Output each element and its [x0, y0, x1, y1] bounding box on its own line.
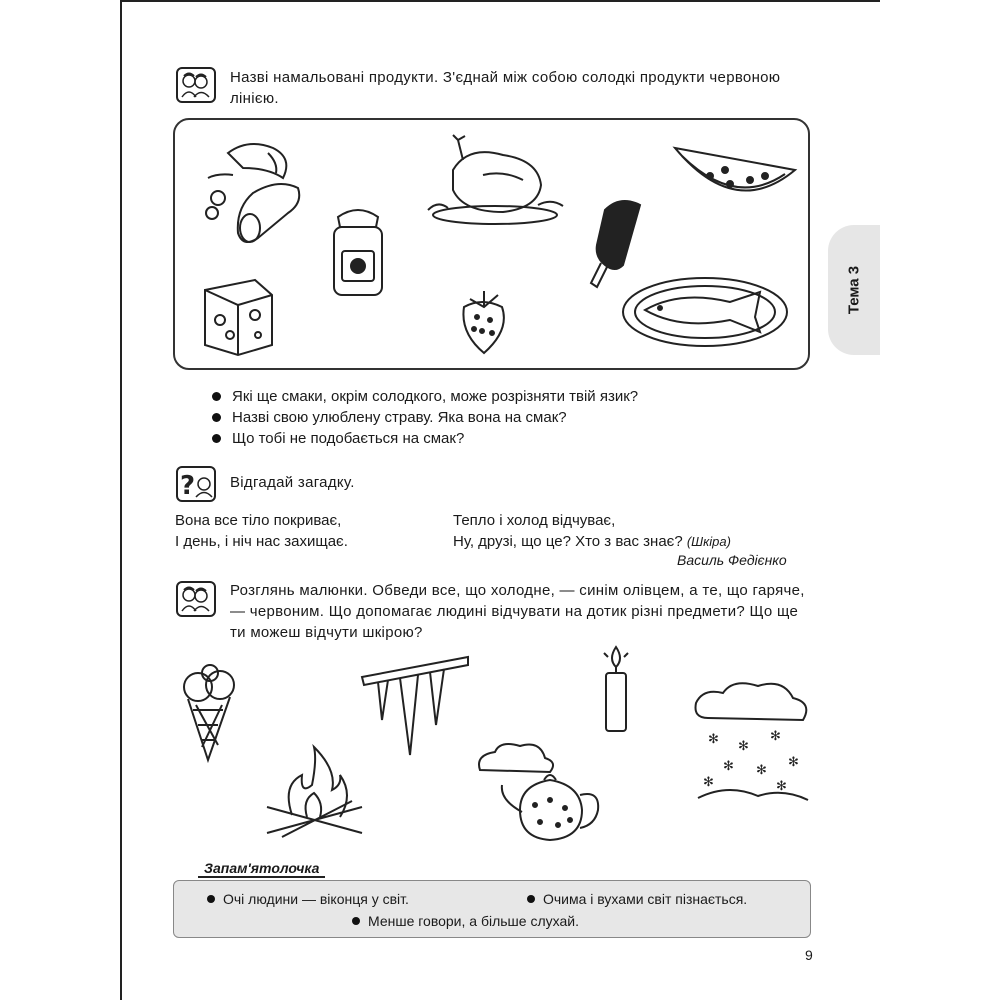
task3-text: Розглянь малюнки. Обведи все, що холодне, — синім олівцем, а те, що гаряче, — червоним. Що допомагає людині відчувати на дотик різні предмети? Що ще ти можеш відчути шкірою?: [230, 582, 805, 641]
poem-line-text: Ну, друзі, що це? Хто з вас знає?: [453, 533, 683, 550]
memo-item: Очима і вухами світ пізнається.: [527, 891, 747, 907]
question-list: [212, 386, 638, 449]
memo-item: Менше говори, а більше слухай.: [352, 913, 579, 929]
jam-jar-icon[interactable]: [320, 203, 395, 298]
poem-line: І день, і ніч нас захищає.: [175, 533, 348, 550]
poem-line: Тепло і холод відчуває,: [453, 512, 616, 529]
task-kids-icon: [176, 67, 216, 103]
question-item: Назві свою улюблену страву. Яка вона на смак?: [212, 407, 638, 428]
svg-text:?: ?: [180, 471, 196, 501]
snowy-cloud-icon[interactable]: [688, 678, 813, 808]
campfire-icon[interactable]: [262, 745, 367, 840]
page-left-border: [120, 0, 122, 1000]
riddle-question-icon: [176, 466, 216, 502]
page-number: 9: [805, 947, 813, 963]
svg-text:✻: ✻: [770, 728, 781, 743]
riddle-answer: (Шкіра): [686, 534, 731, 549]
poem-author: Василь Федієнко: [677, 552, 787, 568]
poem-line: Вона все тіло покриває,: [175, 512, 342, 529]
teapot-icon[interactable]: [470, 740, 610, 845]
svg-text:✻: ✻: [738, 738, 749, 753]
roast-chicken-icon[interactable]: [423, 130, 568, 225]
riddle-right-stanza: [453, 510, 731, 552]
riddle-prompt: Відгадай загадку.: [230, 474, 355, 491]
page-top-border: [120, 0, 880, 2]
svg-text:✻: ✻: [703, 774, 714, 789]
svg-text:✻: ✻: [788, 754, 799, 769]
question-item: Що тобі не подобається на смак?: [212, 428, 638, 449]
fish-on-plate-icon[interactable]: [620, 272, 790, 350]
task-kids-icon: [176, 581, 216, 617]
svg-text:✻: ✻: [723, 758, 734, 773]
svg-text:✻: ✻: [756, 762, 767, 777]
task1-text: Назві намальовані продукти. З'єднай між собою солодкі продукти червоною лінією.: [230, 69, 781, 107]
poem-line: [453, 531, 731, 552]
memo-item: Очі людини — віконця у світ.: [207, 891, 409, 907]
svg-text:✻: ✻: [776, 778, 787, 793]
sausages-icon[interactable]: [198, 133, 308, 248]
theme-tab-label: Тема 3: [845, 265, 863, 315]
svg-text:✻: ✻: [708, 731, 719, 746]
question-item: Які ще смаки, окрім солодкого, може розрізняти твій язик?: [212, 386, 638, 407]
icicles-icon[interactable]: [360, 655, 475, 760]
riddle-left-stanza: [175, 510, 348, 552]
watermelon-icon[interactable]: [670, 140, 800, 215]
ice-cream-icon[interactable]: [178, 665, 243, 765]
strawberry-icon[interactable]: [452, 285, 517, 360]
cheese-icon[interactable]: [200, 275, 280, 360]
theme-tab[interactable]: [828, 225, 880, 355]
memo-box: [173, 880, 811, 938]
candle-icon[interactable]: [596, 645, 636, 735]
memo-title: Запам'ятолочка: [198, 860, 325, 878]
